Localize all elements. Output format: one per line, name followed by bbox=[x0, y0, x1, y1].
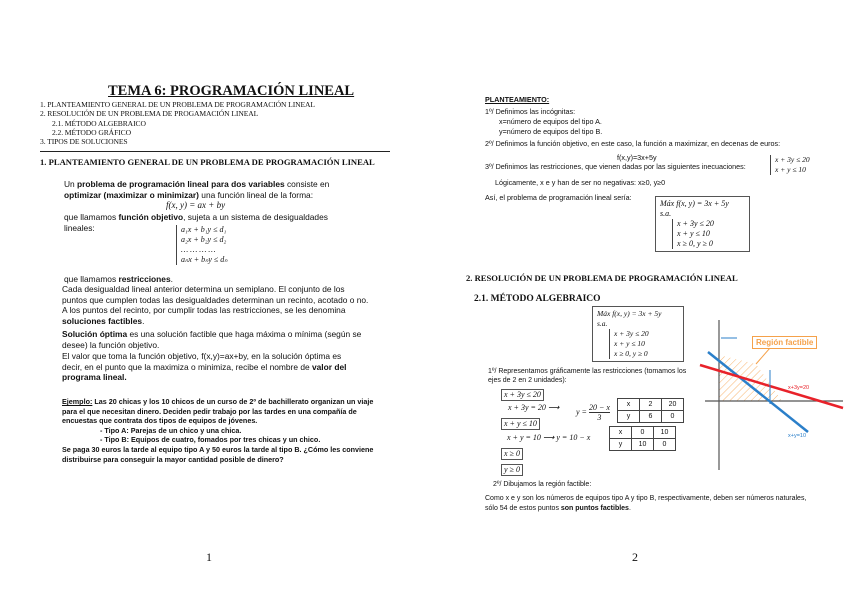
restrictions-label: que llamamos restricciones. bbox=[64, 274, 173, 284]
represent-step: 1º/ Representamos gráficamente las restricciones (tomamos los ejes de 2 en 2 unidades): bbox=[488, 368, 687, 384]
constraint-box-1: x + 3y ≤ 20 bbox=[501, 389, 544, 401]
toc-item: 2.2. MÉTODO GRÁFICO bbox=[52, 127, 131, 137]
example-block: Ejemplo: Las 20 chicas y los 10 chicos de un curso de 2º de bachillerato organizan un viaje para el que necesitan dinero. Deciden pedir trabajo por las tardes en una compañía de encuestas que contrata dos tipos de equipos de jóvenes. - Tipo A: Parejas de un chico y una chica. - Tipo B: Equipos de cuatro, fomados por tres chicas y un chico. Se paga 30 euros la tarde al equipo tipo A y 50 euros la tarde al tipo B. ¿Cómo les conviene distribuirse para conseguir la mayor cantidad posible de dinero? bbox=[62, 397, 374, 464]
optimal-solution-paragraph: Solución óptima es una solución factible que haga máxima o mínima (según se desee) la función objetivo. bbox=[62, 329, 362, 350]
values-table-2: x 0 10 y 10 0 bbox=[609, 426, 676, 451]
non-negativity: Lógicamente, x e y han de ser no negativas: x≥0, y≥0 bbox=[495, 178, 666, 187]
equation-2: x + y = 10 ⟶ y = 10 − x bbox=[507, 433, 591, 442]
inequalities: x + 3y ≤ 20 x + y ≤ 10 bbox=[770, 155, 810, 175]
region-label: Región factible bbox=[752, 336, 817, 349]
feasible-region bbox=[719, 355, 782, 401]
table-of-contents bbox=[40, 100, 315, 146]
blue-line-label: x+y=10 bbox=[788, 433, 807, 439]
solution-1: y = $\frac{20 - x}{3}$ bbox=[576, 403, 610, 422]
draw-step: 2º/ Dibujamos la región factible: bbox=[493, 481, 592, 488]
section-heading-2: 2. RESOLUCIÓN DE UN PROBLEMA DE PROGRAMACIÓN LINEAL bbox=[466, 273, 738, 283]
constraint-box-4: y ≥ 0 bbox=[501, 464, 523, 476]
section-heading-1: 1. PLANTEAMIENTO GENERAL DE UN PROBLEMA DE PROGRAMACIÓN LINEAL bbox=[40, 157, 375, 167]
program-value-paragraph: El valor que toma la función objetivo, f(x,y)=ax+by, en la solución óptima es decir, en el punto que la maximiza o minimiza, recibe el nombre de valor del programa lineal. bbox=[62, 351, 347, 383]
section-heading-2-1: 2.1. MÉTODO ALGEBRAICO bbox=[474, 294, 601, 304]
red-line-label: x+3y=20 bbox=[788, 385, 810, 391]
lp-intro: Así, el problema de programación lineal sería: bbox=[485, 193, 632, 202]
step-3: 3º/ Definimos las restricciones, que vienen dadas por las siguientes inecuaciones: bbox=[485, 162, 746, 171]
variable-x: x=número de equipos del tipo A. bbox=[499, 117, 602, 126]
toc-item: 3. TIPOS DE SOLUCIONES bbox=[40, 137, 128, 147]
intro-paragraph: Un problema de programación lineal para dos variables consiste en optimizar (maximizar o minimizar) una función lineal de la forma: bbox=[64, 179, 330, 200]
values-table-1: x 2 20 y 6 0 bbox=[617, 398, 684, 423]
toc-item: 2.1. MÉTODO ALGEBRAICO bbox=[52, 118, 146, 128]
semiplane-paragraph: Cada desigualdad lineal anterior determina un semiplano. El conjunto de los puntos que cumplen todas las desigualdades determinan un recinto, acotado o no. A los puntos del recinto, por cumplir todas las restricciones, se les denomina soluciones factibles. bbox=[62, 284, 369, 326]
constraint-system: a₁x + b₁y ≤ d₁ a₂x + b₂y ≤ d₂ … … … … aₙx + bₙy ≤ dₙ bbox=[176, 225, 227, 265]
planteamiento-heading: PLANTEAMIENTO: bbox=[485, 95, 550, 104]
toc-item: 1. PLANTEAMIENTO GENERAL DE UN PROBLEMA DE PROGRAMACIÓN LINEAL bbox=[40, 100, 315, 109]
divider bbox=[40, 151, 390, 152]
document-title: TEMA 6: PROGRAMACIÓN LINEAL bbox=[108, 83, 355, 99]
page-number: 2 bbox=[632, 550, 638, 564]
objective-paragraph: que llamamos función objetivo, sujeta a un sistema de desigualdades lineales: bbox=[64, 212, 328, 233]
page-number: 1 bbox=[206, 550, 212, 564]
step-2: 2º/ Definimos la función objetivo, en este caso, la función a maximizar, en decenas de euros: bbox=[485, 139, 781, 148]
variable-y: y=número de equipos del tipo B. bbox=[499, 127, 603, 136]
constraint-box-2: x + y ≤ 10 bbox=[501, 418, 540, 430]
conclusion: Como x e y son los números de equipos tipo A y tipo B, respectivamente, deben ser números naturales, sólo 54 de estos puntos son puntos factibles. bbox=[485, 495, 807, 512]
step-1: 1º/ Definimos las incógnitas: bbox=[485, 107, 576, 116]
toc-item: 2. RESOLUCIÓN DE UN PROBLEMA DE PROGAMACIÓN LINEAL bbox=[40, 109, 259, 119]
objective-formula: f(x, y) = ax + by bbox=[166, 200, 226, 210]
lp-box-2: Máx f(x, y) = 3x + 5y s.a. x + 3y ≤ 20 x + y ≤ 10 x ≥ 0, y ≥ 0 bbox=[592, 306, 684, 362]
objective-function: f(x,y)=3x+5y bbox=[617, 153, 657, 162]
constraint-box-3: x ≥ 0 bbox=[501, 448, 523, 460]
lp-box: Máx f(x, y) = 3x + 5y s.a. x + 3y ≤ 20 x + y ≤ 10 x ≥ 0, y ≥ 0 bbox=[655, 196, 750, 252]
equation-1: x + 3y = 20 ⟶ bbox=[508, 403, 560, 412]
